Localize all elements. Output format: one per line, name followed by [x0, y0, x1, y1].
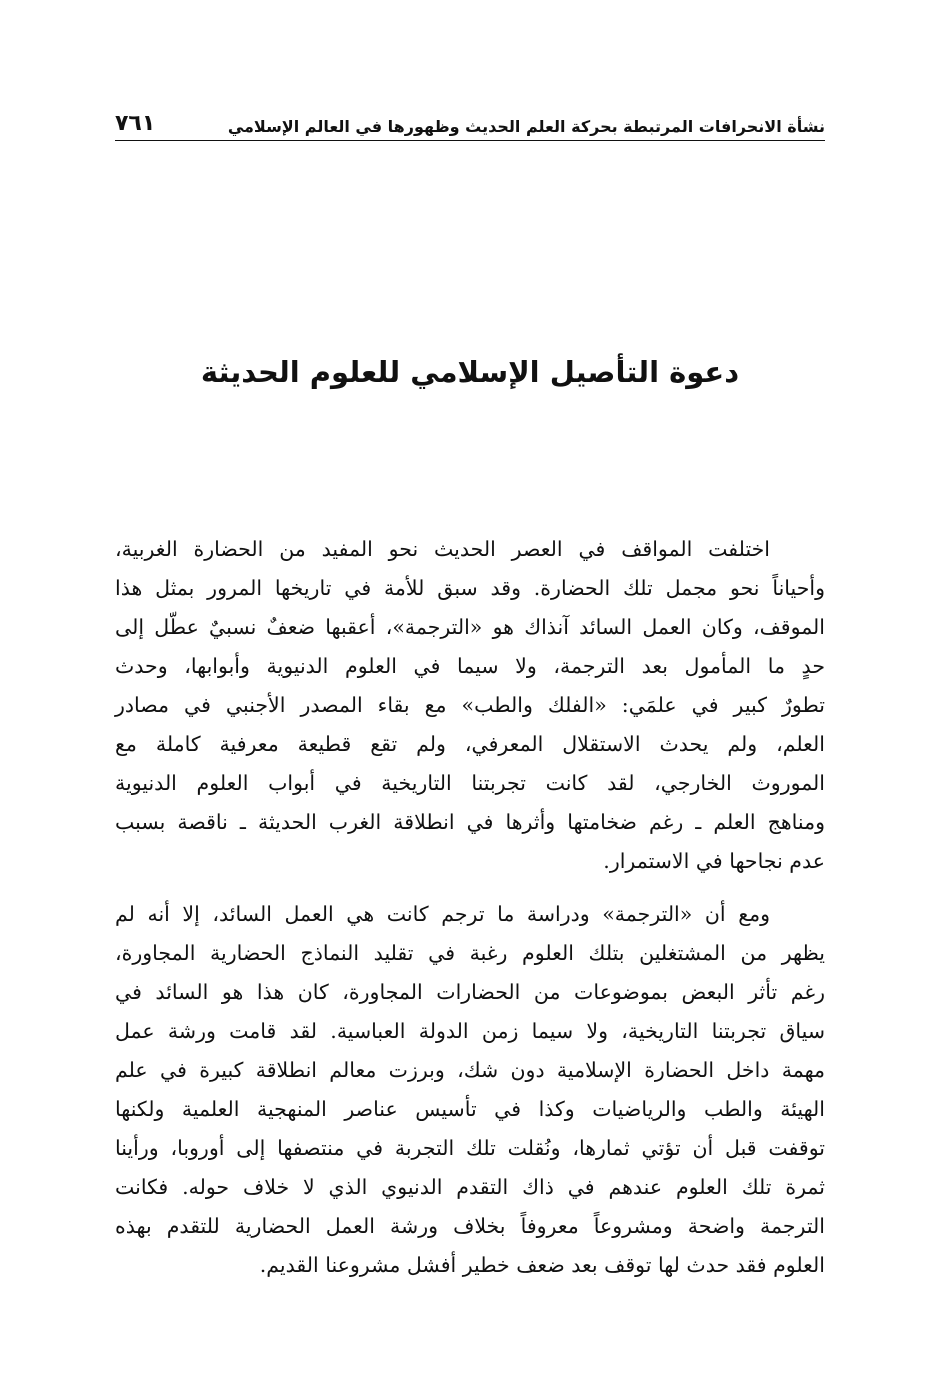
chapter-title: دعوة التأصيل الإسلامي للعلوم الحديثة — [200, 355, 740, 389]
text-line: حدٍ ما المأمول بعد الترجمة، ولا سيما في العلوم الدنيوية وأبوابها، وحدث — [115, 654, 825, 678]
text-line: الترجمة واضحة ومشروعاً معروفاً بخلاف ورشة العمل الحضارية للتقدم بهذه — [115, 1214, 825, 1238]
text-line: تطورٌ كبير في علمَي: «الفلك والطب» مع بقاء المصدر الأجنبي في مصادر — [115, 693, 825, 717]
body-text — [115, 530, 825, 1285]
paragraph-2 — [115, 895, 825, 1285]
page-number: ٧٦١ — [115, 111, 156, 136]
running-title: نشأة الانحرافات المرتبطة بحركة العلم الحديث وظهورها في العالم الإسلامي — [227, 117, 825, 136]
text-line: وأحياناً نحو مجمل تلك الحضارة. وقد سبق للأمة في تاريخها المرور بمثل هذا — [115, 576, 825, 600]
paragraph-1 — [115, 530, 825, 881]
text-line: عدم نجاحها في الاستمرار. — [603, 849, 825, 873]
text-line: اختلفت المواقف في العصر الحديث نحو المفيد من الحضارة الغربية، — [115, 537, 770, 561]
text-line: مهمة داخل الحضارة الإسلامية دون شك، وبرزت معالم انطلاقة كبيرة في علم — [115, 1058, 825, 1082]
text-line: الموقف، وكان العمل السائد آنذاك هو «الترجمة»، أعقبها ضعفٌ نسبيٌ عطّل إلى — [115, 615, 825, 639]
text-line: الموروث الخارجي، لقد كانت تجربتنا التاريخية في أبواب العلوم الدنيوية — [115, 771, 825, 795]
text-line: سياق تجربتنا التاريخية، ولا سيما زمن الدولة العباسية. لقد قامت ورشة عمل — [115, 1019, 825, 1043]
text-line: توقفت قبل أن تؤتي ثمارها، ونُقلت تلك التجربة في منتصفها إلى أوروبا، ورأينا — [115, 1136, 825, 1160]
text-line: الهيئة والطب والرياضيات وكذا في تأسيس عناصر المنهجية العلمية ولكنها — [115, 1097, 825, 1121]
text-line: العلوم فقد حدث لها توقف بعد ضعف خطير أفشل مشروعنا القديم. — [259, 1253, 825, 1277]
text-line: رغم تأثر البعض بموضوعات من الحضارات المجاورة، كان هذا هو السائد في — [115, 980, 825, 1004]
header-rule — [115, 140, 825, 141]
running-header — [115, 96, 825, 136]
text-line: العلم، ولم يحدث الاستقلال المعرفي، ولم تقع قطيعة معرفية كاملة مع — [115, 732, 825, 756]
text-line: ومناهج العلم ـ رغم ضخامتها وأثرها في انطلاقة الغرب الحديثة ـ ناقصة بسبب — [115, 810, 825, 834]
text-line: يظهر من المشتغلين بتلك العلوم رغبة في تقليد النماذج الحضارية المجاورة، — [115, 941, 825, 965]
text-line: ومع أن «الترجمة» ودراسة ما ترجم كانت هي العمل السائد، إلا أنه لم — [115, 902, 770, 926]
text-line: ثمرة تلك العلوم عندهم في ذاك التقدم الدنيوي الذي لا خلاف حوله. فكانت — [115, 1175, 825, 1199]
